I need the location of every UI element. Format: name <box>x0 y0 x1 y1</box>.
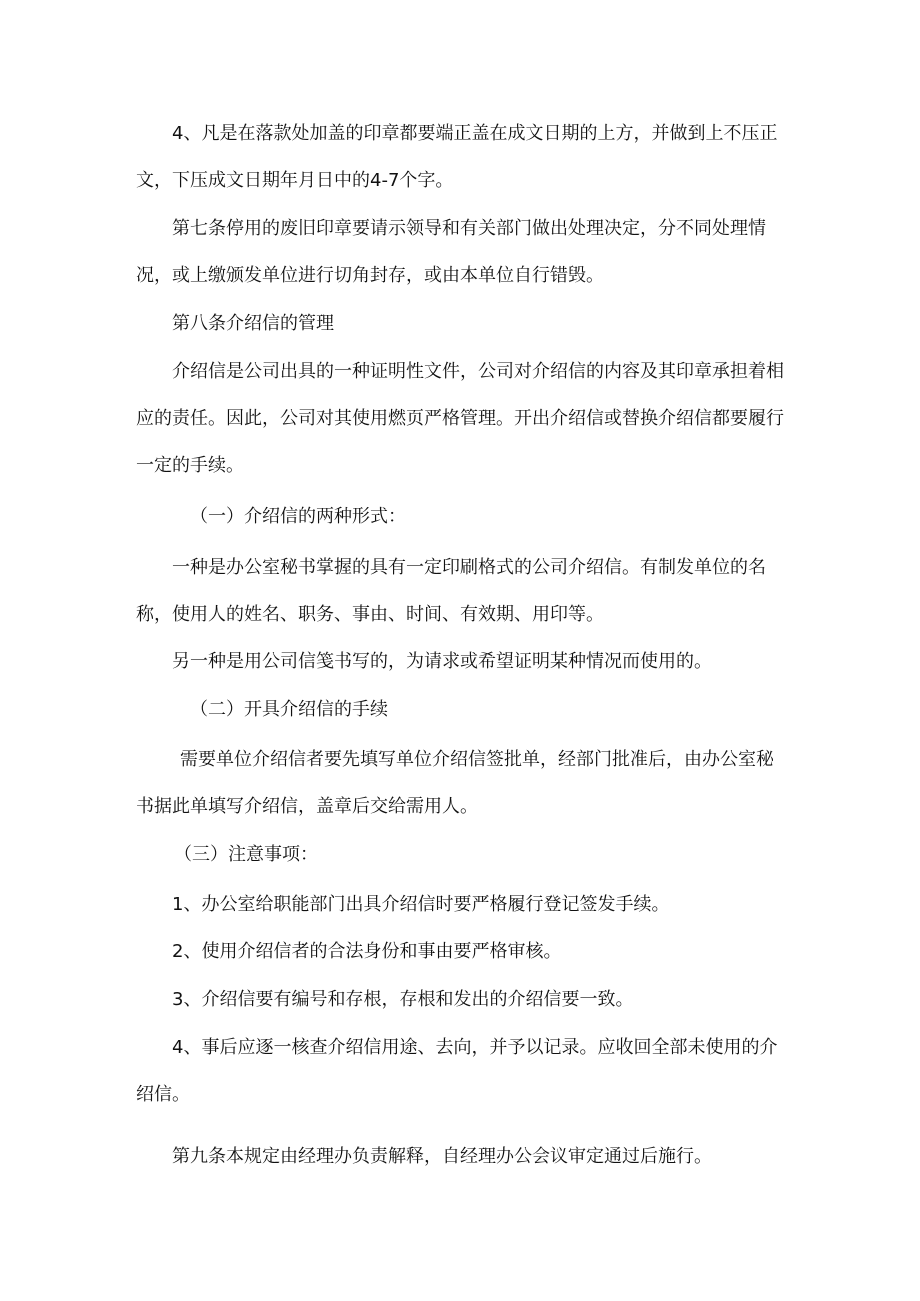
paragraph-form-type-2: 另一种是用公司信笺书写的，为请求或希望证明某种情况而使用的。 <box>172 651 712 672</box>
paragraph-section-2-heading: （二）开具介绍信的手续 <box>190 699 388 720</box>
paragraph-note-2: 2、使用介绍信者的合法身份和事由要严格审核。 <box>172 941 562 962</box>
paragraph-issuing-procedure: 需要单位介绍信者要先填写单位介绍信签批单，经部门批准后，由办公室秘书据此单填写介绍信，盖章后交给需用人。 <box>136 749 774 817</box>
paragraph-note-4: 4、事后应逐一核查介绍信用途、去向，并予以记录。应收回全部未使用的介绍信。 <box>136 1037 778 1105</box>
paragraph-section-1-heading: （一）介绍信的两种形式： <box>190 506 406 527</box>
paragraph-article-8-heading: 第八条介绍信的管理 <box>172 313 334 334</box>
paragraph-section-3-heading: （三）注意事项： <box>174 844 318 865</box>
paragraph-note-3: 3、介绍信要有编号和存根，存根和发出的介绍信要一致。 <box>172 989 634 1010</box>
paragraph-article-7: 第七条停用的废旧印章要请示领导和有关部门做出处理决定，分不同处理情况，或上缴颁发单位进行切角封存，或由本单位自行错毁。 <box>136 218 766 286</box>
paragraph-seal-placement: 4、凡是在落款处加盖的印章都要端正盖在成文日期的上方，并做到上不压正文，下压成文日期年月日中的4-7个字。 <box>136 123 778 191</box>
paragraph-form-type-1: 一种是办公室秘书掌握的具有一定印刷格式的公司介绍信。有制发单位的名称，使用人的姓名、职务、事由、时间、有效期、用印等。 <box>136 557 766 625</box>
paragraph-note-1: 1、办公室给职能部门出具介绍信时要严格履行登记签发手续。 <box>172 894 670 915</box>
paragraph-letter-intro: 介绍信是公司出具的一种证明性文件，公司对介绍信的内容及其印章承担着相应的责任。因此，公司对其使用燃页严格管理。开出介绍信或替换介绍信都要履行一定的手续。 <box>136 361 784 476</box>
paragraph-article-9: 第九条本规定由经理办负责解释，自经理办公会议审定通过后施行。 <box>172 1146 712 1167</box>
